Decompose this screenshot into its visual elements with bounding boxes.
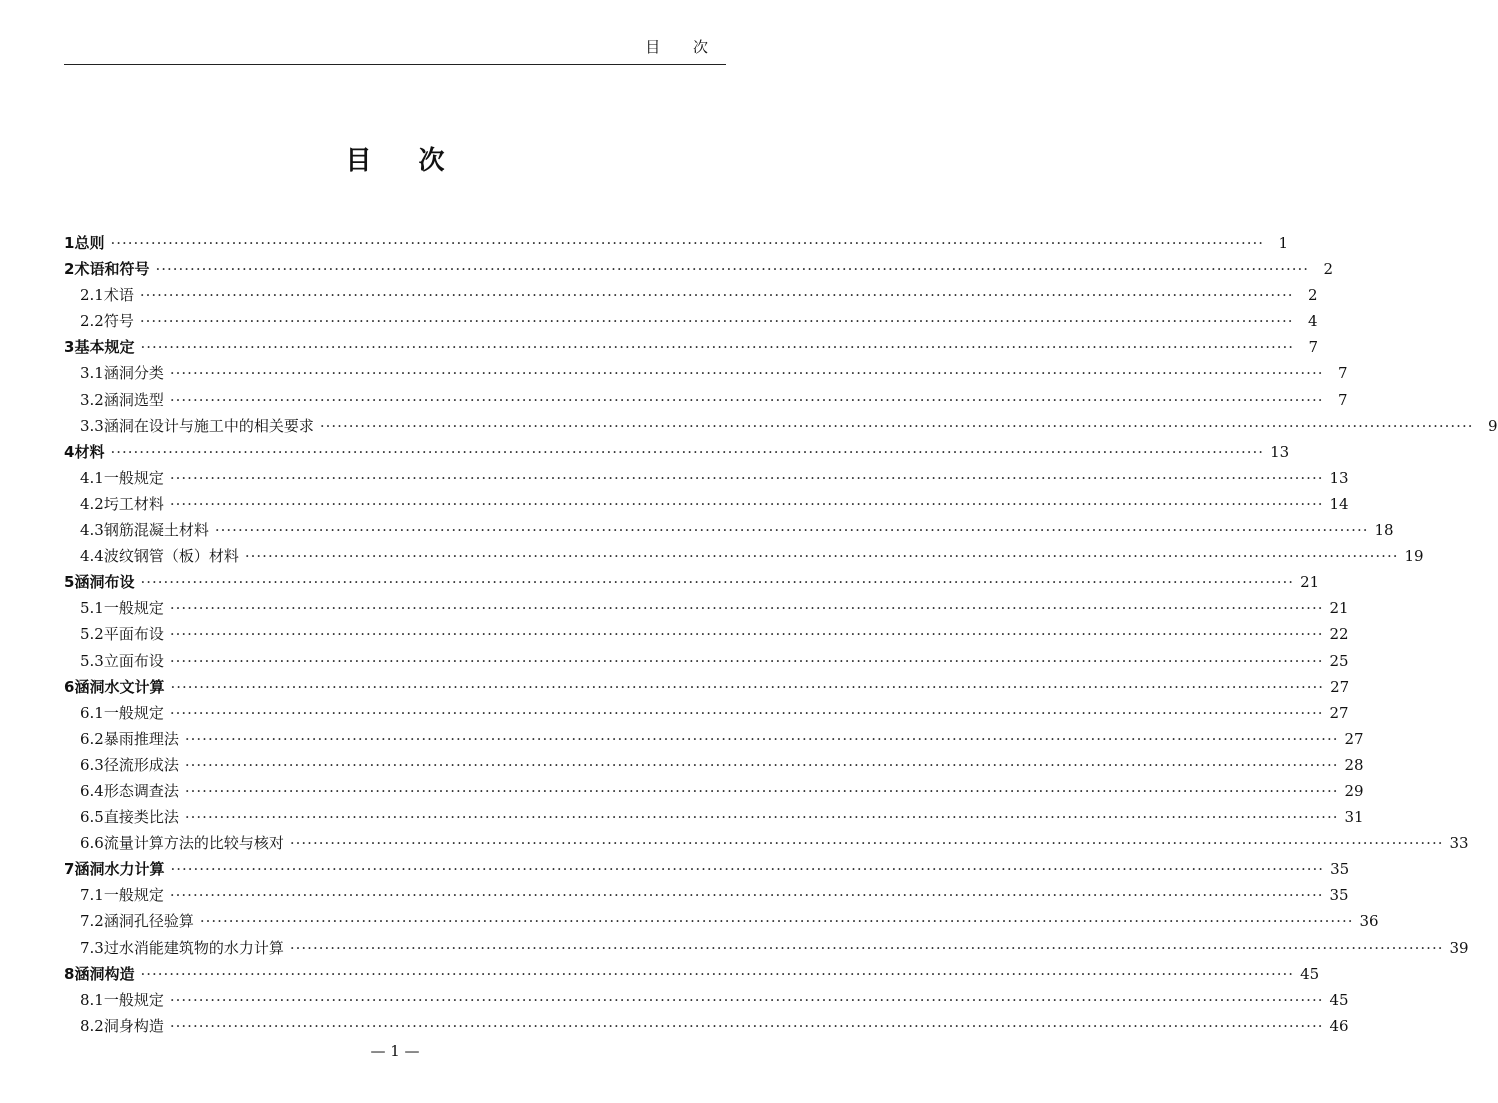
toc-entry-title: 一般规定 — [103, 990, 164, 1009]
toc-entry-page: 13 — [1270, 442, 1290, 461]
toc-dot-leader: ········································································································································································································ — [244, 547, 1399, 566]
toc-entry-title: 一般规定 — [103, 886, 164, 905]
toc-entry-title: 直接类比法 — [103, 808, 179, 827]
toc-entry-page: 45 — [1300, 964, 1320, 983]
toc-section-entry[interactable] — [64, 595, 1349, 621]
toc-section-entry[interactable] — [64, 882, 1349, 908]
toc-section-entry[interactable] — [64, 804, 1364, 830]
toc-entry-page: 35 — [1329, 886, 1349, 905]
toc-dot-leader: ········································································································································································································ — [184, 729, 1339, 748]
toc-entry-page: 4 — [1307, 312, 1318, 331]
toc-entry-number: 6.3 — [80, 755, 104, 774]
toc-dot-leader: ········································································································································································································ — [140, 338, 1295, 357]
toc-section-entry[interactable] — [64, 465, 1349, 491]
toc-chapter-entry[interactable] — [64, 256, 1334, 282]
toc-dot-leader: ········································································································································································································ — [169, 468, 1324, 487]
toc-entry-title: 一般规定 — [103, 468, 164, 487]
toc-section-entry[interactable] — [64, 1013, 1349, 1039]
toc-entry-number: 5 — [64, 573, 75, 592]
toc-entry-title: 流量计算方法的比较与核对 — [103, 834, 284, 853]
toc-dot-leader: ········································································································································································································ — [289, 834, 1444, 853]
toc-entry-page: 45 — [1329, 990, 1349, 1009]
toc-entry-page: 46 — [1329, 1016, 1349, 1035]
toc-entry-number: 6.5 — [80, 808, 104, 827]
toc-entry-page: 18 — [1374, 521, 1394, 540]
toc-chapter-entry[interactable] — [64, 569, 1320, 595]
toc-entry-title: 过水消能建筑物的水力计算 — [103, 938, 284, 957]
toc-section-entry[interactable] — [64, 726, 1364, 752]
toc-entry-page: 2 — [1323, 260, 1334, 279]
toc-entry-number: 6.1 — [80, 703, 104, 722]
toc-entry-title: 术语和符号 — [74, 260, 150, 279]
toc-entry-number: 6.6 — [80, 834, 104, 853]
toc-section-entry[interactable] — [64, 387, 1348, 413]
toc-dot-leader: ········································································································································································································ — [169, 494, 1324, 513]
toc-entry-page: 1 — [1278, 234, 1289, 252]
toc-entry-title: 平面布设 — [103, 625, 164, 644]
toc-entry-number: 8 — [64, 964, 75, 983]
toc-chapter-entry[interactable] — [64, 230, 1289, 256]
toc-entry-title: 暴雨推理法 — [103, 729, 179, 748]
toc-entry-number: 2 — [64, 260, 75, 279]
toc-section-entry[interactable] — [64, 517, 1394, 543]
toc-entry-number: 3.2 — [80, 390, 104, 409]
toc-section-entry[interactable] — [64, 752, 1364, 778]
toc-entry-title: 涵洞孔径验算 — [103, 912, 194, 931]
toc-entry-page: 2 — [1307, 286, 1318, 305]
toc-dot-leader: ········································································································································································································ — [169, 651, 1324, 670]
toc-section-entry[interactable] — [64, 935, 1469, 961]
toc-entry-page: 7 — [1308, 338, 1319, 357]
toc-chapter-entry[interactable] — [64, 856, 1350, 882]
toc-entry-page: 27 — [1344, 729, 1364, 748]
toc-entry-title: 立面布设 — [103, 651, 164, 670]
toc-dot-leader: ········································································································································································································ — [169, 1016, 1324, 1035]
header-rule — [64, 64, 726, 65]
toc-entry-number: 4.4 — [80, 547, 104, 566]
toc-entry-number: 7.2 — [80, 912, 104, 931]
toc-entry-number: 6 — [64, 677, 75, 696]
toc-section-entry[interactable] — [64, 413, 1498, 439]
toc-entry-page: 7 — [1337, 364, 1348, 383]
toc-entry-page: 7 — [1337, 390, 1348, 409]
toc-entry-title: 涵洞选型 — [103, 390, 164, 409]
page-number: — 1 — — [370, 1042, 420, 1060]
table-of-contents — [64, 230, 1498, 1039]
toc-entry-title: 洞身构造 — [103, 1016, 164, 1035]
toc-entry-page: 39 — [1449, 938, 1469, 957]
toc-entry-title: 波纹钢管（板）材料 — [103, 547, 239, 566]
toc-entry-title: 基本规定 — [74, 338, 135, 357]
toc-entry-title: 一般规定 — [103, 599, 164, 618]
toc-entry-title: 圬工材料 — [103, 494, 164, 513]
toc-entry-title: 符号 — [103, 312, 134, 331]
toc-entry-title: 涵洞在设计与施工中的相关要求 — [103, 416, 314, 435]
toc-entry-page: 9 — [1487, 416, 1498, 435]
toc-entry-page: 27 — [1329, 703, 1349, 722]
toc-entry-number: 4.1 — [80, 468, 104, 487]
toc-dot-leader: ········································································································································································································ — [184, 808, 1339, 827]
toc-section-entry[interactable] — [64, 543, 1424, 569]
toc-entry-title: 一般规定 — [103, 703, 164, 722]
toc-entry-title: 涵洞构造 — [74, 964, 135, 983]
toc-entry-page: 28 — [1344, 755, 1364, 774]
toc-entry-page: 33 — [1449, 834, 1469, 853]
toc-entry-page: 31 — [1344, 808, 1364, 827]
toc-entry-number: 8.1 — [80, 990, 104, 1009]
toc-section-entry[interactable] — [64, 491, 1349, 517]
toc-dot-leader: ········································································································································································································ — [169, 599, 1324, 618]
toc-section-entry[interactable] — [64, 778, 1364, 804]
toc-chapter-entry[interactable] — [64, 439, 1290, 465]
toc-dot-leader: ········································································································································································································ — [170, 860, 1325, 879]
toc-entry-title: 径流形成法 — [103, 755, 179, 774]
toc-dot-leader: ········································································································································································································ — [140, 964, 1295, 983]
toc-dot-leader: ········································································································································································································ — [319, 416, 1474, 435]
toc-entry-number: 6.2 — [80, 729, 104, 748]
toc-chapter-entry[interactable] — [64, 961, 1320, 987]
toc-section-entry[interactable] — [64, 360, 1348, 386]
toc-dot-leader: ········································································································································································································ — [140, 573, 1295, 592]
toc-entry-page: 27 — [1330, 677, 1350, 696]
toc-section-entry[interactable] — [64, 621, 1349, 647]
running-head: 目 次 — [645, 38, 722, 56]
toc-dot-leader: ········································································································································································································ — [170, 677, 1325, 696]
toc-entry-page: 21 — [1329, 599, 1349, 618]
toc-dot-leader: ········································································································································································································ — [139, 312, 1294, 331]
toc-entry-title: 涵洞水文计算 — [74, 677, 165, 696]
toc-entry-number: 8.2 — [80, 1016, 104, 1035]
toc-entry-title: 材料 — [74, 442, 105, 461]
toc-section-entry[interactable] — [64, 830, 1469, 856]
toc-entry-number: 4 — [64, 442, 75, 461]
toc-entry-number: 7 — [64, 860, 75, 879]
toc-dot-leader: ········································································································································································································ — [139, 286, 1294, 305]
toc-dot-leader: ········································································································································································································ — [110, 442, 1265, 461]
toc-dot-leader: ········································································································································································································ — [169, 703, 1324, 722]
toc-entry-page: 35 — [1330, 860, 1350, 879]
toc-section-entry[interactable] — [64, 908, 1379, 934]
toc-section-entry[interactable] — [64, 282, 1318, 308]
toc-entry-number: 2.1 — [80, 286, 104, 305]
toc-dot-leader: ········································································································································································································ — [184, 781, 1339, 800]
toc-entry-number: 3 — [64, 338, 75, 357]
toc-dot-leader: ········································································································································································································ — [110, 234, 1265, 252]
toc-dot-leader: ········································································································································································································ — [214, 521, 1369, 540]
toc-entry-number: 7.1 — [80, 886, 104, 905]
toc-entry-title: 形态调查法 — [103, 781, 179, 800]
toc-entry-page: 22 — [1329, 625, 1349, 644]
toc-dot-leader: ········································································································································································································ — [169, 625, 1324, 644]
toc-dot-leader: ········································································································································································································ — [199, 912, 1354, 931]
toc-section-entry[interactable] — [64, 987, 1349, 1013]
toc-entry-number: 5.3 — [80, 651, 104, 670]
toc-chapter-entry[interactable] — [64, 334, 1319, 360]
toc-entry-number: 2.2 — [80, 312, 104, 331]
toc-section-entry[interactable] — [64, 648, 1349, 674]
toc-dot-leader: ········································································································································································································ — [169, 390, 1324, 409]
toc-dot-leader: ········································································································································································································ — [289, 938, 1444, 957]
toc-dot-leader: ········································································································································································································ — [169, 886, 1324, 905]
toc-entry-number: 4.2 — [80, 494, 104, 513]
toc-entry-page: 21 — [1300, 573, 1320, 592]
toc-entry-number: 1 — [64, 234, 75, 252]
toc-dot-leader: ········································································································································································································ — [184, 755, 1339, 774]
toc-entry-page: 13 — [1329, 468, 1349, 487]
toc-chapter-entry[interactable] — [64, 674, 1350, 700]
toc-entry-number: 6.4 — [80, 781, 104, 800]
toc-entry-title: 涵洞布设 — [74, 573, 135, 592]
toc-entry-title: 术语 — [103, 286, 134, 305]
toc-entry-title: 总则 — [74, 234, 105, 252]
toc-entry-number: 3.3 — [80, 416, 104, 435]
toc-dot-leader: ········································································································································································································ — [169, 990, 1324, 1009]
toc-dot-leader: ········································································································································································································ — [155, 260, 1310, 279]
page-title: 目 次 — [345, 146, 445, 176]
toc-entry-number: 4.3 — [80, 521, 104, 540]
toc-entry-title: 钢筋混凝土材料 — [103, 521, 209, 540]
toc-entry-page: 29 — [1344, 781, 1364, 800]
toc-entry-number: 5.2 — [80, 625, 104, 644]
toc-entry-number: 7.3 — [80, 938, 104, 957]
toc-entry-number: 3.1 — [80, 364, 104, 383]
toc-entry-title: 涵洞水力计算 — [74, 860, 165, 879]
toc-section-entry[interactable] — [64, 308, 1318, 334]
toc-entry-page: 19 — [1404, 547, 1424, 566]
toc-entry-number: 5.1 — [80, 599, 104, 618]
toc-dot-leader: ········································································································································································································ — [169, 364, 1324, 383]
toc-entry-title: 涵洞分类 — [103, 364, 164, 383]
toc-entry-page: 14 — [1329, 494, 1349, 513]
toc-entry-page: 36 — [1359, 912, 1379, 931]
toc-entry-page: 25 — [1329, 651, 1349, 670]
toc-section-entry[interactable] — [64, 700, 1349, 726]
